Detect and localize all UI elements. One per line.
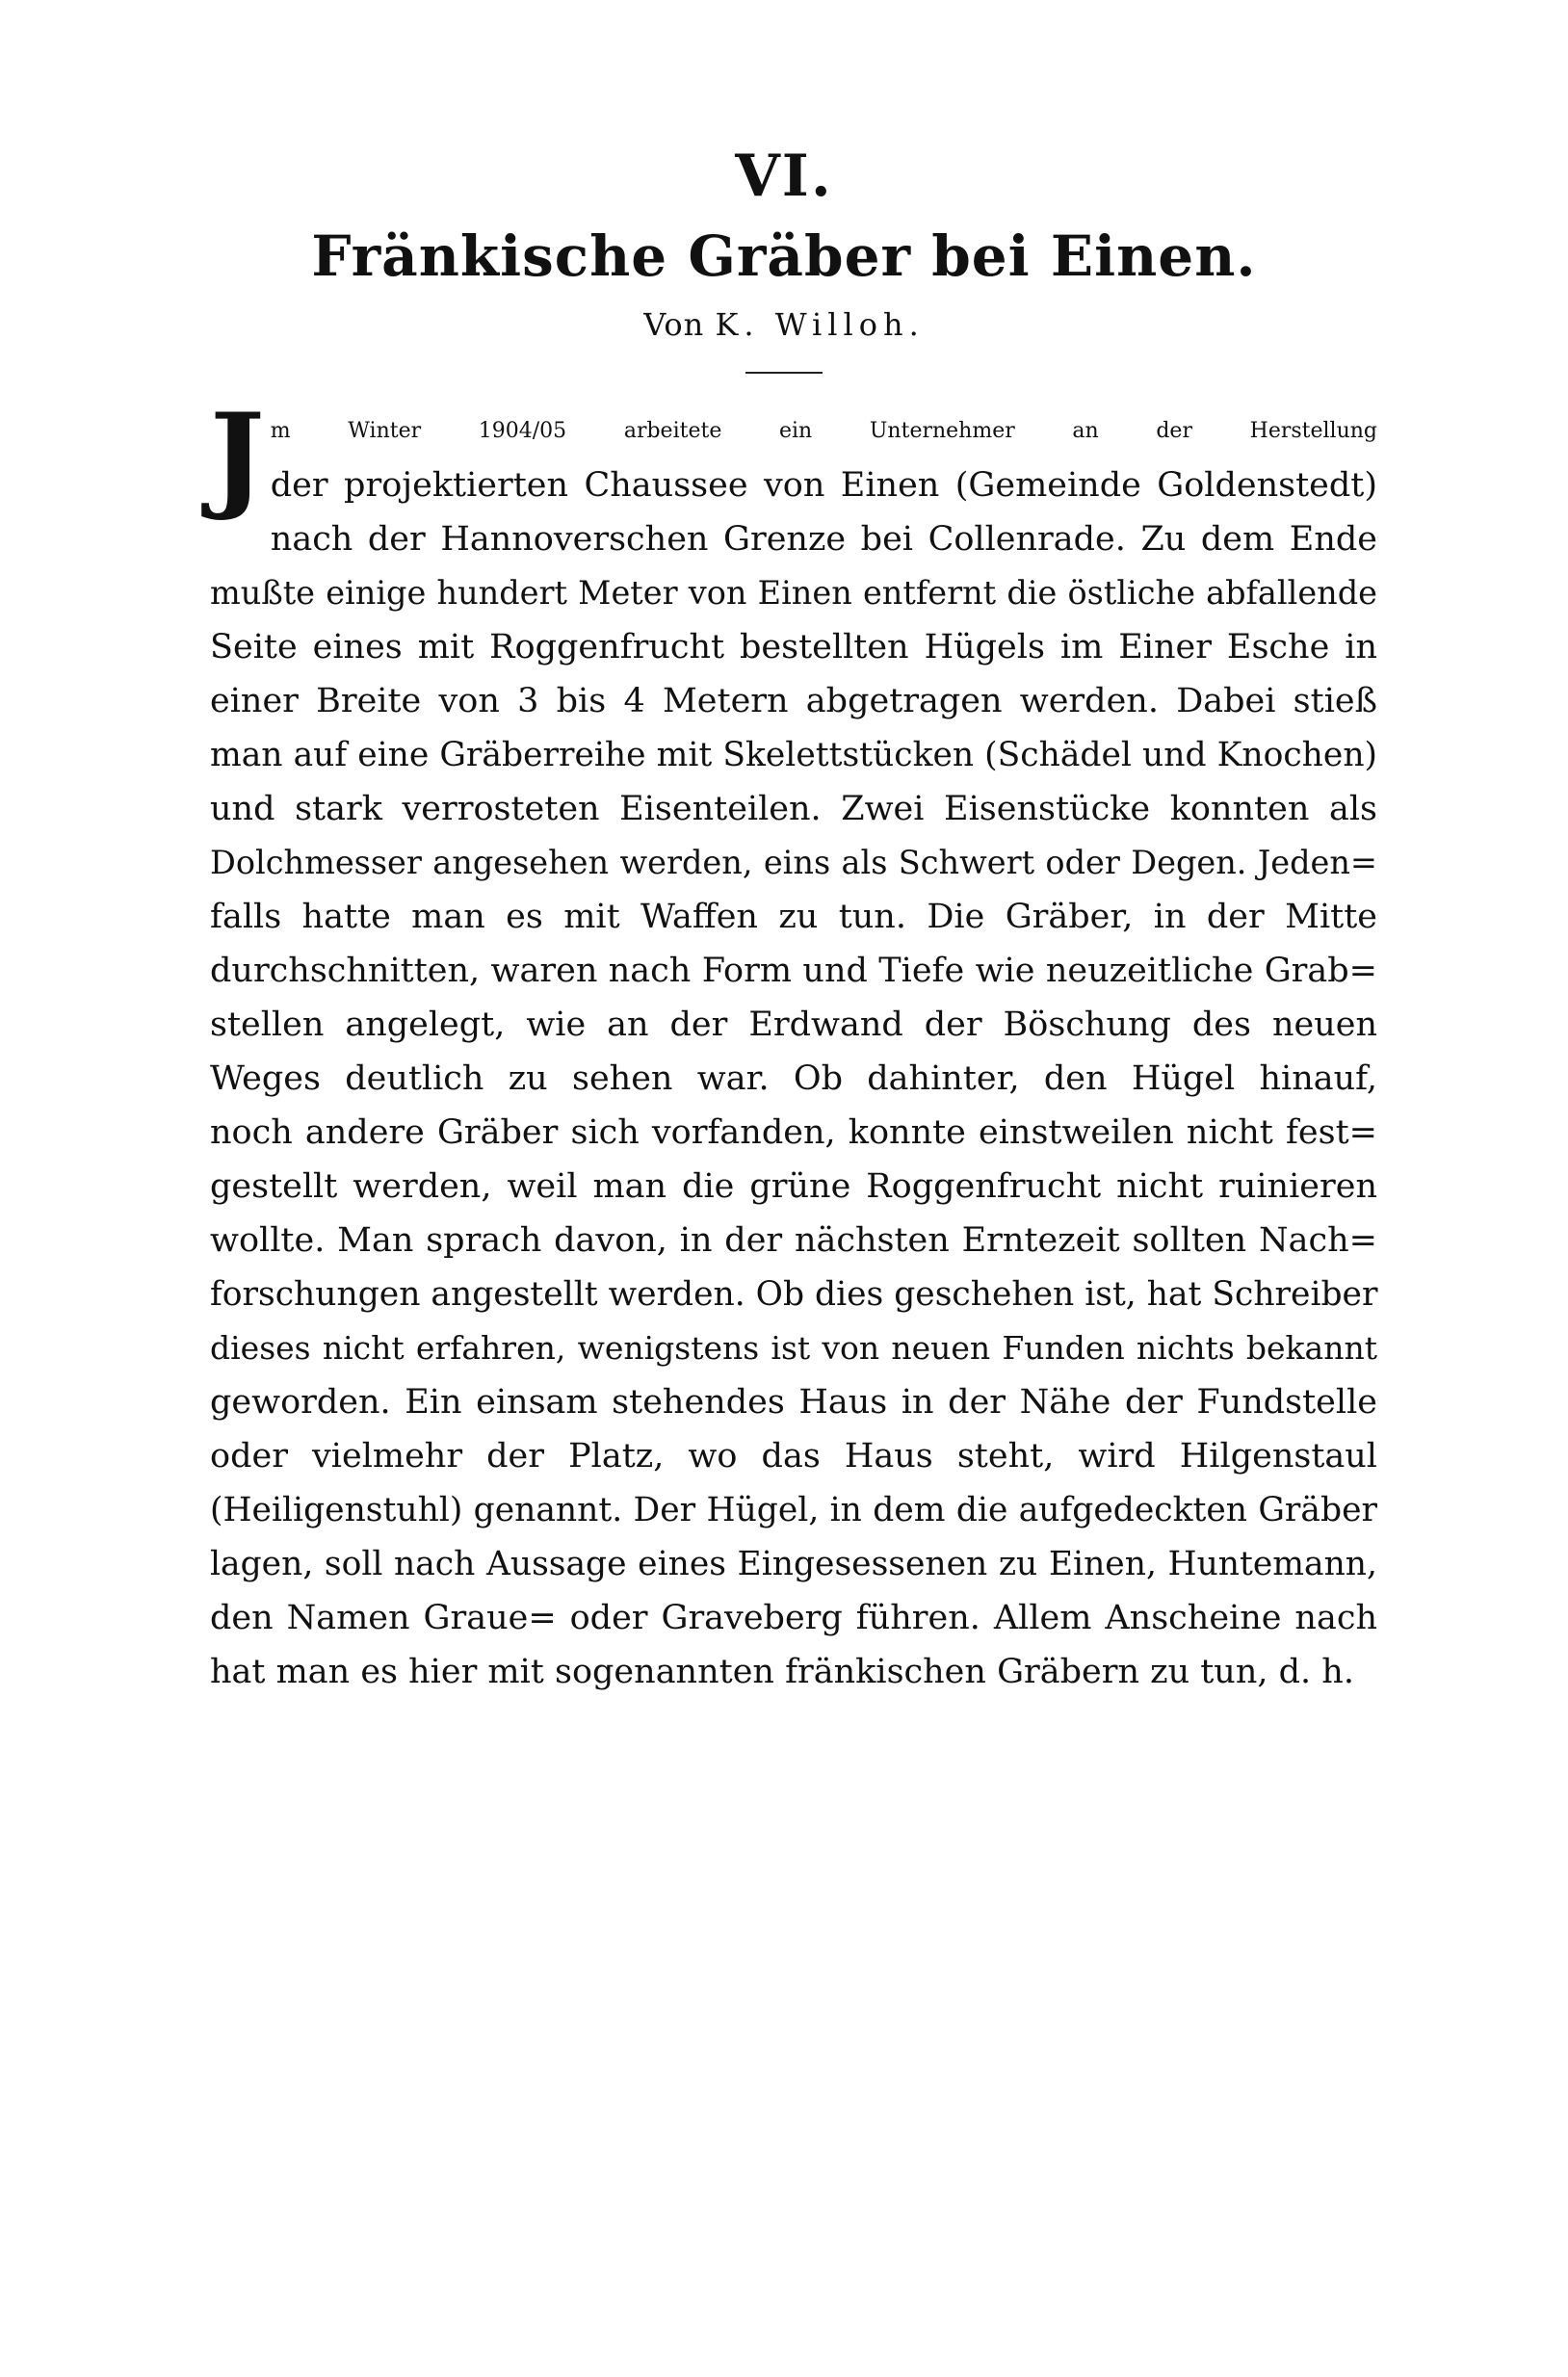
- text-line: mußte einige hundert Meter von Einen entfernt die östliche abfallende: [210, 574, 1377, 612]
- text-line: und stark verrosteten Eisenteilen. Zwei Eisenstücke konnten als: [210, 790, 1377, 828]
- text-line: Seite eines mit Roggenfrucht bestellten Hügels im Einer Esche in: [210, 628, 1377, 666]
- text-line: Weges deutlich zu sehen war. Ob dahinter, den Hügel hinauf,: [210, 1059, 1377, 1098]
- chapter-title: Fränkische Gräber bei Einen.: [311, 223, 1257, 289]
- text-line: m Winter 1904/05 arbeitete ein Unternehmer an der Herstellung: [270, 419, 1377, 443]
- chapter-number: VI.: [735, 143, 833, 210]
- text-line: lagen, soll nach Aussage eines Eingesessenen zu Einen, Huntemann,: [210, 1545, 1377, 1583]
- text-line: wollte. Man sprach davon, in der nächsten Erntezeit sollten Nach=: [210, 1221, 1377, 1260]
- text-line: hat man es hier mit sogenannten fränkischen Gräbern zu tun, d. h.: [210, 1653, 1354, 1691]
- text-line: falls hatte man es mit Waffen zu tun. Die Gräber, in der Mitte: [210, 898, 1377, 936]
- text-line: forschungen angestellt werden. Ob dies geschehen ist, hat Schreiber: [210, 1275, 1378, 1314]
- author-name: K. Willoh.: [715, 306, 925, 343]
- text-line: geworden. Ein einsam stehendes Haus in der Nähe der Fundstelle: [210, 1383, 1377, 1422]
- text-line: Dolchmesser angesehen werden, eins als Schwert oder Degen. Jeden=: [210, 844, 1377, 881]
- body-text: [210, 388, 1378, 1699]
- text-line: nach der Hannoverschen Grenze bei Collenrade. Zu dem Ende: [270, 520, 1377, 559]
- text-line: noch andere Gräber sich vorfanden, konnte einstweilen nicht fest=: [210, 1113, 1377, 1152]
- text-line: oder vielmehr der Platz, wo das Haus steht, wird Hilgenstaul: [210, 1437, 1377, 1476]
- text-line: einer Breite von 3 bis 4 Metern abgetragen werden. Dabei stieß: [210, 682, 1377, 720]
- text-line: den Namen Graue= oder Graveberg führen. Allem Anscheine nach: [210, 1599, 1377, 1637]
- text-line: dieses nicht erfahren, wenigstens ist von neuen Funden nichts bekannt: [210, 1329, 1377, 1367]
- text-line: stellen angelegt, wie an der Erdwand der Böschung des neuen: [210, 1006, 1377, 1044]
- text-line: der projektierten Chaussee von Einen (Gemeinde Goldenstedt): [270, 466, 1377, 505]
- drop-cap: J: [210, 388, 265, 524]
- text-line: gestellt werden, weil man die grüne Roggenfrucht nicht ruinieren: [210, 1167, 1377, 1206]
- title-separator: [745, 372, 823, 374]
- text-line: durchschnitten, waren nach Form und Tiefe wie neuzeitliche Grab=: [210, 952, 1377, 990]
- author-line: [0, 306, 1568, 343]
- text-line: (Heiligenstuhl) genannt. Der Hügel, in dem die aufgedeckten Gräber: [210, 1491, 1377, 1529]
- text-line: man auf eine Gräberreihe mit Skelettstücken (Schädel und Knochen): [210, 736, 1377, 774]
- author-prefix: Von: [643, 306, 705, 343]
